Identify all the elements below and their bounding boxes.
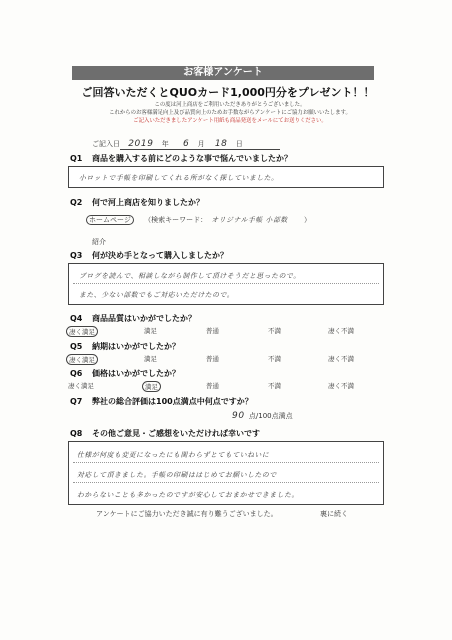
q4-question (70, 313, 196, 324)
q4-option-dissatisfied: 不満 (268, 327, 281, 335)
intro-line-2: これからのお客様満足向上及び品質向上のためお手数ながらアンケートにご協力お願いいたします。 (109, 110, 351, 116)
q7-score-row (232, 411, 293, 421)
q6-question (70, 368, 180, 379)
q1-question (70, 153, 292, 164)
q5-question (70, 341, 180, 352)
date-year-unit: 年 (161, 140, 169, 148)
date-month-unit: 月 (197, 140, 205, 148)
q4-option-satisfied: 満足 (144, 327, 157, 335)
date-row (92, 139, 243, 149)
q5-text: 納期はいかがでしたか？ (92, 342, 180, 351)
q6-option-satisfied: 満足 (142, 381, 161, 392)
q7-score: 90 (232, 411, 245, 421)
intro (90, 101, 370, 125)
q4-number: Q4 (70, 314, 83, 323)
q6-option-dissatisfied: 不満 (268, 382, 281, 390)
q5-option-very-satisfied: 凄く満足 (66, 354, 98, 365)
q2-text: 何で河上商店を知りましたか？ (92, 198, 204, 207)
q8-number: Q8 (70, 429, 83, 438)
q8-answer-box (68, 441, 384, 505)
q6-scale (0, 381, 452, 391)
q4-option-normal: 普通 (206, 327, 219, 335)
q4-scale (0, 326, 452, 336)
q2-selected-option: ホームページ (86, 215, 134, 225)
footer-next: 裏に続く (320, 510, 348, 518)
q4-option-very-dissatisfied: 凄く不満 (328, 327, 354, 335)
q3-number: Q3 (70, 251, 83, 260)
q8-text: その他ご意見・ご感想をいただければ幸いです (92, 429, 260, 438)
q6-option-normal: 普通 (206, 382, 219, 390)
q7-number: Q7 (70, 397, 83, 406)
footer-thanks: アンケートにご協力いただき誠に有り難うございました。 (96, 510, 278, 518)
q5-option-very-dissatisfied: 凄く不満 (328, 355, 354, 363)
q7-question (70, 396, 253, 407)
q5-option-dissatisfied: 不満 (268, 355, 281, 363)
q3-rule (73, 283, 379, 284)
q2-keyword-close: ） (303, 216, 311, 224)
q4-option-very-satisfied: 凄く満足 (66, 326, 98, 337)
q3-question (70, 250, 228, 261)
date-label: ご記入日 (92, 140, 120, 148)
survey-banner: お客様アンケート (72, 66, 374, 80)
q2-other-option: 紹介 (92, 238, 106, 246)
q2-options (86, 214, 311, 225)
intro-line-1: この度は河上商店をご利用いただきありがとうございました。 (154, 102, 306, 108)
q2-keyword-label: （検索キーワード： (144, 216, 208, 224)
q3-answer-line-1: ブログを読んで、相談しながら制作して頂けそうだと思ったので。 (79, 272, 301, 280)
q2-keyword-value: オリジナル手帳 小部数 (211, 216, 288, 224)
q3-answer-line-2: また、少ない部数でもご対応いただけたので。 (79, 291, 235, 299)
date-day: 18 (214, 139, 228, 149)
q5-scale (0, 354, 452, 364)
date-underline (120, 149, 280, 150)
q8-answer-line-2: 対応して頂きました。手帳の印刷ははじめてお願いしたので (77, 471, 277, 479)
q7-text: 弊社の総合評価は100点満点中何点ですか？ (92, 397, 253, 406)
date-year: 2019 (128, 139, 154, 149)
q2-question (70, 197, 204, 208)
q8-rule-2 (73, 482, 379, 483)
q8-question (70, 428, 260, 439)
q6-option-very-dissatisfied: 凄く不満 (328, 382, 354, 390)
q8-rule-1 (73, 462, 379, 463)
q2-number: Q2 (70, 198, 83, 207)
q3-answer-box (68, 263, 384, 305)
q6-number: Q6 (70, 369, 83, 378)
q5-option-normal: 普通 (206, 355, 219, 363)
q1-answer: 小ロットで手帳を印刷してくれる所がなく探していました。 (79, 174, 279, 182)
q4-text: 商品品質はいかがでしたか？ (92, 314, 196, 323)
q7-score-suffix: 点/100点満点 (248, 412, 293, 420)
q1-text: 商品を購入する前にどのような事で悩んでいましたか？ (92, 154, 292, 163)
q8-answer-line-1: 仕様が何度も変更になったにも関わらずとてもていねいに (77, 451, 270, 459)
q1-answer-box (68, 166, 384, 188)
q6-option-very-satisfied: 凄く満足 (68, 382, 94, 390)
q6-text: 価格はいかがでしたか？ (92, 369, 180, 378)
q1-number: Q1 (70, 154, 83, 163)
date-day-unit: 日 (235, 140, 243, 148)
headline: ご回答いただくとQUOカード1,000円分をプレゼント！！ (81, 86, 375, 99)
q5-option-satisfied: 満足 (144, 355, 157, 363)
q8-answer-line-3: わからないことも多かったのですが安心しておまかせできました。 (77, 491, 299, 499)
q3-text: 何が決め手となって購入しましたか？ (92, 251, 228, 260)
date-month: 6 (183, 139, 190, 149)
q5-number: Q5 (70, 342, 83, 351)
intro-line-3: ご記入いただきましたアンケート用紙も商品発送をメールにてお送りください。 (133, 118, 327, 124)
